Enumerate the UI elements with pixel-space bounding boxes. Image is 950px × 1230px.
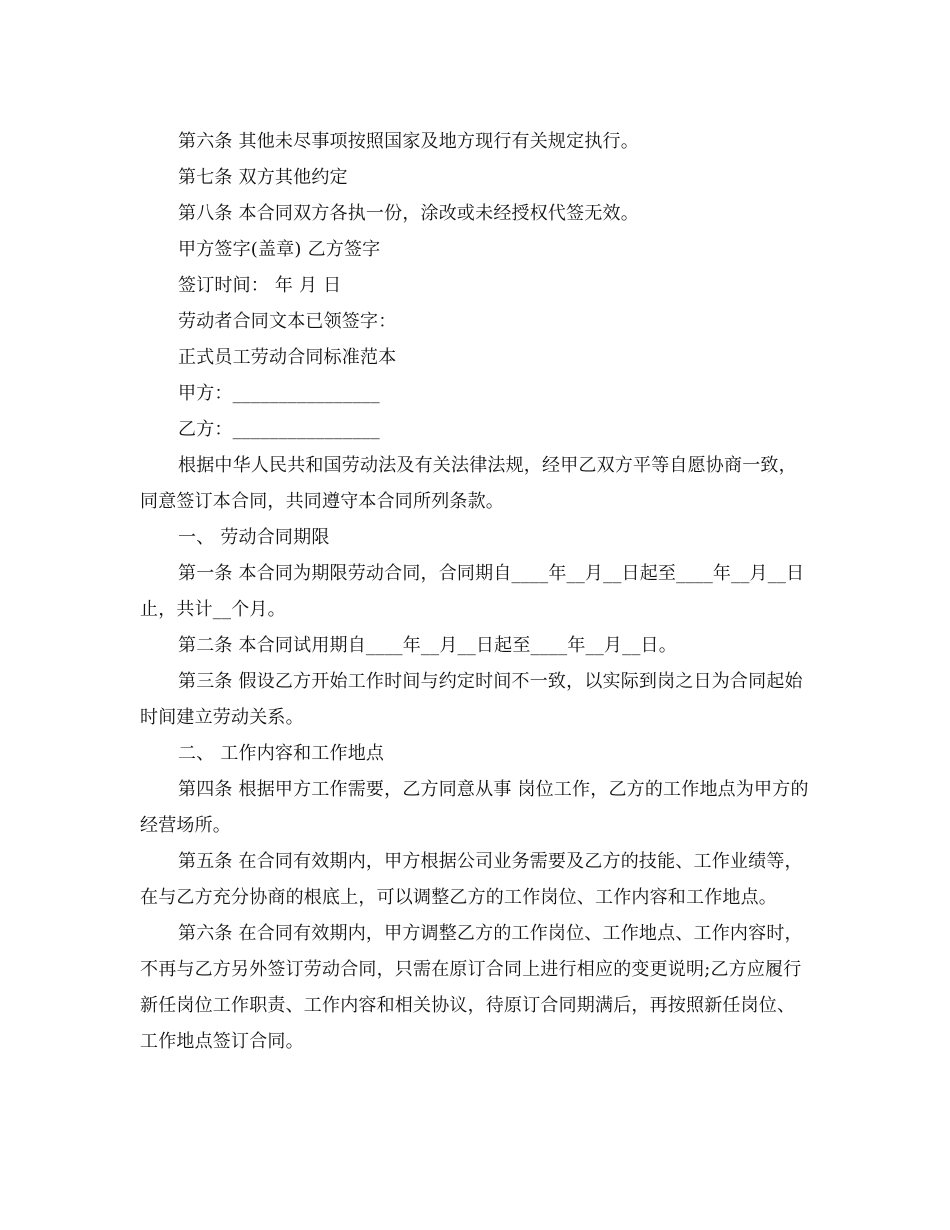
clause-8-copies: 第八条 本合同双方各执一份，涂改或未经授权代签无效。 [178, 203, 639, 224]
clause-4-position: 第四条 根据甲方工作需要，乙方同意从事 岗位工作，乙方的工作地点为甲方的经营场所。 [140, 779, 809, 836]
clause-2-probation: 第二条 本合同试用期自____年__月__日起至____年__月__日。 [178, 635, 677, 656]
clause-7-other-agreements: 第七条 双方其他约定 [178, 167, 348, 188]
contract-title: 正式员工劳动合同标准范本 [178, 347, 397, 368]
clause-6-other-matters: 第六条 其他未尽事项按照国家及地方现行有关规定执行。 [178, 131, 639, 152]
clause-6-change-notes: 第六条 在合同有效期内，甲方调整乙方的工作岗位、工作地点、工作内容时，不再与乙方另外签订劳动合同，只需在原订合同上进行相应的变更说明;乙方应履行新任岗位工作职责、工作内容和相关协议，待原订合同期满后，再按照新任岗位、工作地点签订合同。 [140, 923, 803, 1052]
worker-receipt-signature: 劳动者合同文本已领签字： [178, 311, 397, 332]
signature-line: 甲方签字(盖章) 乙方签字 [178, 239, 381, 260]
clause-3-start-date: 第三条 假设乙方开始工作时间与约定时间不一致，以实际到岗之日为合同起始时间建立劳动关系。 [140, 671, 803, 728]
section-2-heading: 二、 工作内容和工作地点 [178, 743, 385, 764]
party-a-field: 甲方：________________ [178, 383, 380, 404]
document-body [140, 124, 810, 1060]
clause-5-adjustment: 第五条 在合同有效期内，甲方根据公司业务需要及乙方的技能、工作业绩等，在与乙方充分协商的根底上，可以调整乙方的工作岗位、工作内容和工作地点。 [140, 851, 803, 908]
signing-date: 签订时间： 年 月 日 [178, 275, 342, 296]
party-b-field: 乙方：________________ [178, 419, 380, 440]
clause-1-term: 第一条 本合同为期限劳动合同，合同期自____年__月__日起至____年__月__日止，共计__个月。 [140, 563, 805, 620]
preamble: 根据中华人民共和国劳动法及有关法律法规，经甲乙双方平等自愿协商一致，同意签订本合同，共同遵守本合同所列条款。 [140, 455, 797, 512]
section-1-heading: 一、 劳动合同期限 [178, 527, 330, 548]
